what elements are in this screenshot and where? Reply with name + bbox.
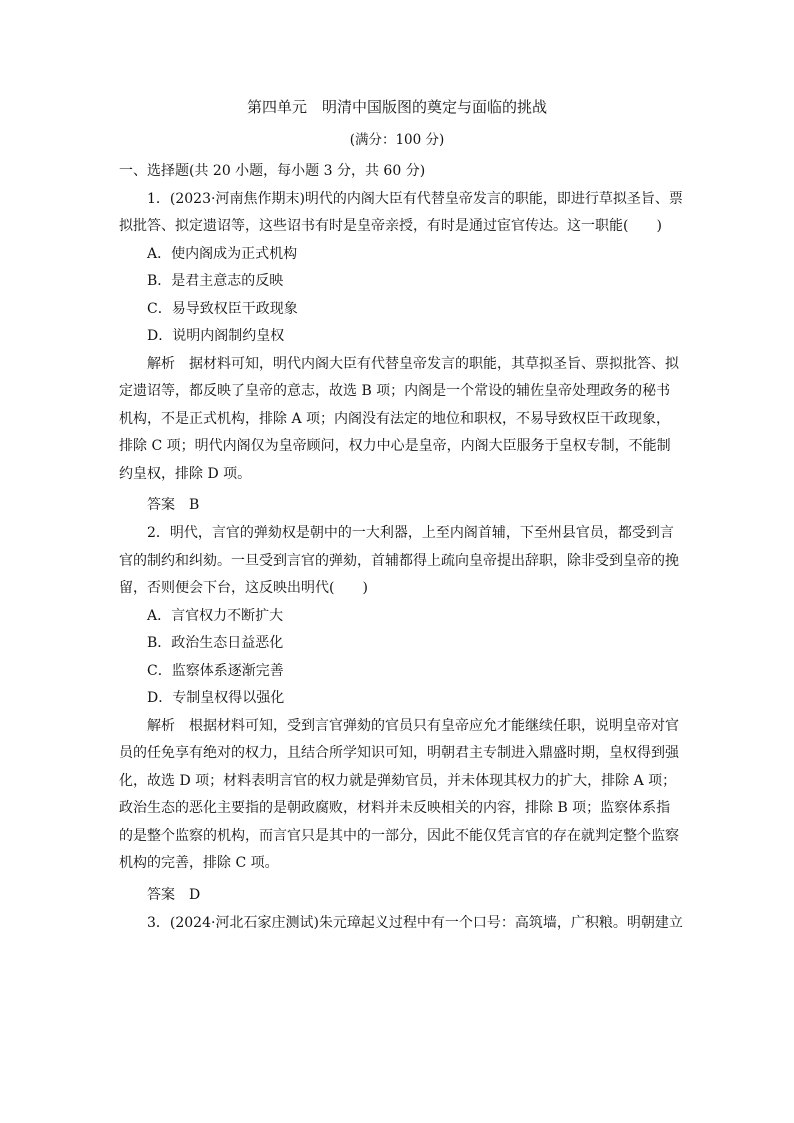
analysis-line: 员的任免享有绝对的权力，且结合所学知识可知，明朝君主专制进入鼎盛时期，皇权得到强 [119, 745, 679, 761]
question-1-stem-line-2: 拟批答、拟定遗诏等，这些诏书有时是皇帝亲授，有时是通过宦官传达。这一职能( ) [119, 218, 662, 234]
question-2-stem-line-2: 官的制约和纠劾。一旦受到言官的弹劾，首辅都得上疏向皇帝提出辞职，除非受到皇帝的挽 [119, 552, 679, 569]
section-heading: 一、选择题(共 20 小题，每小题 3 分，共 60 分) [119, 163, 426, 179]
document-body [119, 158, 683, 937]
question-1-option-c: C．易导致权臣干政现象 [147, 300, 298, 317]
question-1-option-a: A．使内阁成为正式机构 [147, 245, 298, 262]
analysis-line: 政治生态的恶化主要指的是朝政腐败，材料并未反映相关的内容，排除 B 项；监察体系指 [119, 800, 671, 816]
question-2-option-b: B．政治生态日益恶化 [147, 635, 284, 651]
answer-value: B [189, 497, 200, 513]
question-1-option-b: B．是君主意志的反映 [147, 273, 284, 289]
question-2 [119, 520, 679, 910]
score-note: (满分：100 分) [349, 132, 445, 148]
page-title: 第四单元 明清中国版图的奠定与面临的挑战 [246, 98, 547, 116]
analysis-line: 机构的完善，排除 C 项。 [119, 855, 279, 871]
answer-value: D [189, 886, 201, 903]
question-1 [119, 186, 683, 521]
analysis-line: 定遗诏等，都反映了皇帝的意志，故选 B 项；内阁是一个常设的辅佐皇帝处理政务的秘书 [119, 383, 671, 399]
analysis-line: 的是整个监察的机构，而言官只是其中的一部分，因此不能仅凭言官的存在就判定整个监察 [119, 827, 679, 844]
question-2-option-a: A．言官权力不断扩大 [147, 607, 284, 624]
analysis-label: 解析 [147, 717, 175, 734]
analysis-line: 机构，不是正式机构，排除 A 项；内阁没有法定的地位和职权，不易导致权臣干政现象， [119, 410, 671, 427]
question-2-option-d: D．专制皇权得以强化 [147, 690, 285, 706]
analysis-line: 化，故选 D 项；材料表明言官的权力就是弹劾官员，并未体现其权力的扩大，排除 A 项； [119, 772, 677, 789]
question-3 [119, 910, 683, 938]
question-2-stem-line-1: 2．明代，言官的弹劾权是朝中的一大利器，上至内阁首辅，下至州县官员，都受到言 [147, 525, 674, 541]
question-3-stem-line-1: 3．(2024·河北石家庄测试)朱元璋起义过程中有一个口号：高筑墙，广积粮。明朝建立 [147, 914, 683, 931]
question-1-stem-line-1: 1．(2023·河南焦作期末)明代的内阁大臣有代替皇帝发言的职能，即进行草拟圣旨、票 [147, 190, 683, 207]
answer-label: 答案 [147, 497, 175, 513]
question-1-answer [119, 490, 679, 520]
question-2-answer [119, 880, 679, 910]
question-2-analysis [119, 713, 679, 878]
question-2-stem-line-3: 留，否则便会下台，这反映出明代( ) [119, 580, 368, 596]
analysis-line: 据材料可知，明代内阁大臣有代替皇帝发言的职能，其草拟圣旨、票拟批答、拟 [189, 355, 679, 372]
question-1-analysis [119, 351, 679, 489]
analysis-label: 解析 [147, 355, 175, 372]
analysis-line: 排除 C 项；明代内阁仅为皇帝顾问，权力中心是皇帝，内阁大臣服务于皇权专制，不能制 [119, 438, 671, 454]
question-1-option-d: D．说明内阁制约皇权 [147, 328, 285, 344]
question-2-option-c: C．监察体系逐渐完善 [147, 662, 284, 679]
answer-label: 答案 [147, 886, 175, 903]
analysis-line: 根据材料可知，受到言官弹劾的官员只有皇帝应允才能继续任职，说明皇帝对官 [189, 717, 679, 734]
analysis-line: 约皇权，排除 D 项。 [119, 465, 252, 482]
